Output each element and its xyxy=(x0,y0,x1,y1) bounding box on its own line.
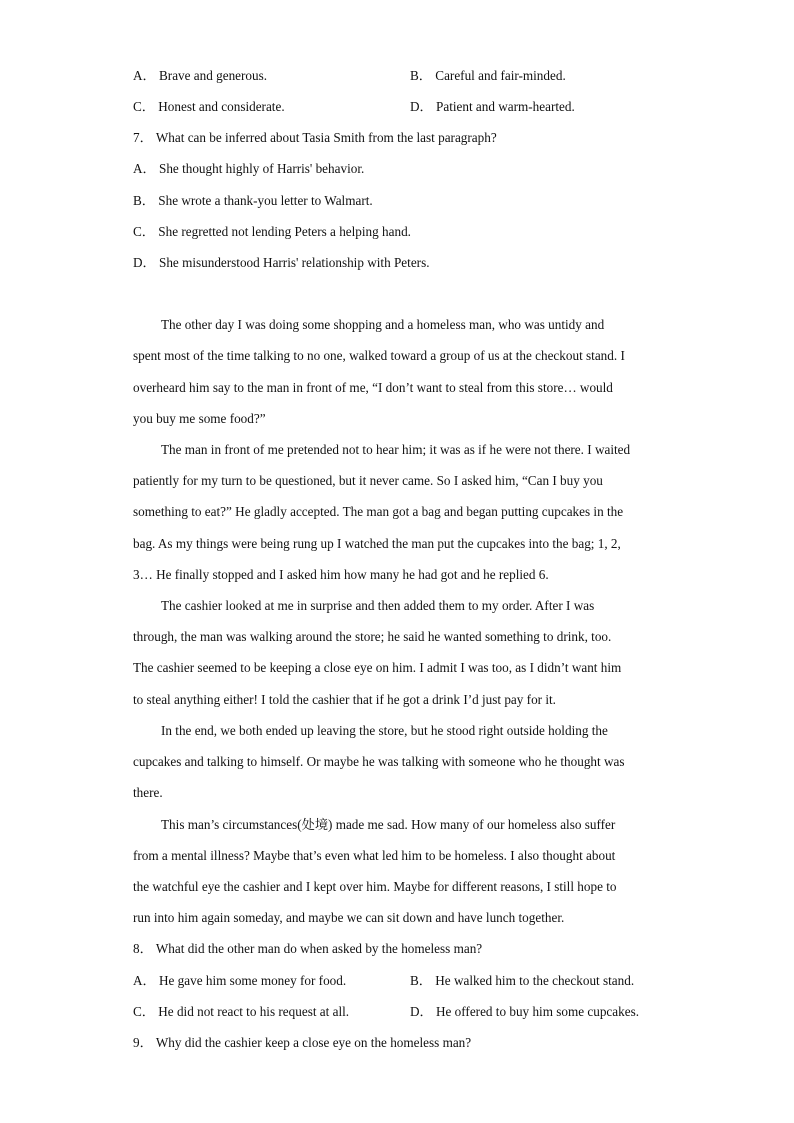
passage-line: overheard him say to the man in front of me, “I don’t want to steal from this store… would xyxy=(133,380,613,395)
passage-line: something to eat?” He gladly accepted. The man got a bag and began putting cupcakes in the xyxy=(133,504,624,519)
q8-option-c: C． He did not react to his request at all. xyxy=(133,1004,350,1019)
passage-line: from a mental illness? Maybe that’s even what led him to be homeless. I also thought about xyxy=(133,848,616,863)
q7-stem: 7． What can be inferred about Tasia Smith from the last paragraph? xyxy=(133,130,497,145)
passage-line: run into him again someday, and maybe we can sit down and have lunch together. xyxy=(133,910,565,925)
q8-option-b: B． He walked him to the checkout stand. xyxy=(410,973,635,988)
passage-line: In the end, we both ended up leaving the store, but he stood right outside holding the xyxy=(161,723,608,738)
q6-option-d: D． Patient and warm-hearted. xyxy=(410,99,575,114)
passage-line: the watchful eye the cashier and I kept over him. Maybe for different reasons, I still hope to xyxy=(133,879,617,894)
q8-option-a: A． He gave him some money for food. xyxy=(133,973,347,988)
passage-line: The cashier seemed to be keeping a close eye on him. I admit I was too, as I didn’t want him xyxy=(133,660,622,675)
q9-stem: 9． Why did the cashier keep a close eye on the homeless man? xyxy=(133,1035,472,1050)
passage-line: through, the man was walking around the store; he said he wanted something to drink, too. xyxy=(133,629,612,644)
q7-option-c: C． She regretted not lending Peters a helping hand. xyxy=(133,224,411,239)
passage-line: to steal anything either! I told the cashier that if he got a drink I’d just pay for it. xyxy=(133,692,556,707)
passage-line: cupcakes and talking to himself. Or maybe he was talking with someone who he thought was xyxy=(133,754,625,769)
passage-line: This man’s circumstances(处境) made me sad. How many of our homeless also suffer xyxy=(161,817,616,832)
q6-option-b: B． Careful and fair-minded. xyxy=(410,68,566,83)
passage-line: there. xyxy=(133,785,163,800)
passage-line: spent most of the time talking to no one, walked toward a group of us at the checkout stand. I xyxy=(133,348,625,363)
passage-line: The man in front of me pretended not to hear him; it was as if he were not there. I waited xyxy=(161,442,631,457)
q6-option-c: C． Honest and considerate. xyxy=(133,99,285,114)
q6-option-a: A． Brave and generous. xyxy=(133,68,268,83)
q7-option-a: A． She thought highly of Harris' behavior. xyxy=(133,161,365,176)
q7-option-d: D． She misunderstood Harris' relationship with Peters. xyxy=(133,255,430,270)
passage-line: bag. As my things were being rung up I watched the man put the cupcakes into the bag; 1, 2, xyxy=(133,536,621,551)
q8-stem: 8． What did the other man do when asked by the homeless man? xyxy=(133,941,483,956)
q7-option-b: B． She wrote a thank-you letter to Walmart. xyxy=(133,193,373,208)
q8-option-d: D． He offered to buy him some cupcakes. xyxy=(410,1004,640,1019)
passage-line: The other day I was doing some shopping and a homeless man, who was untidy and xyxy=(161,317,605,332)
passage-line: The cashier looked at me in surprise and then added them to my order. After I was xyxy=(161,598,595,613)
passage-line: 3… He finally stopped and I asked him how many he had got and he replied 6. xyxy=(133,567,549,582)
passage-line: you buy me some food?” xyxy=(133,411,266,426)
passage-line: patiently for my turn to be questioned, but it never came. So I asked him, “Can I buy you xyxy=(133,473,603,488)
